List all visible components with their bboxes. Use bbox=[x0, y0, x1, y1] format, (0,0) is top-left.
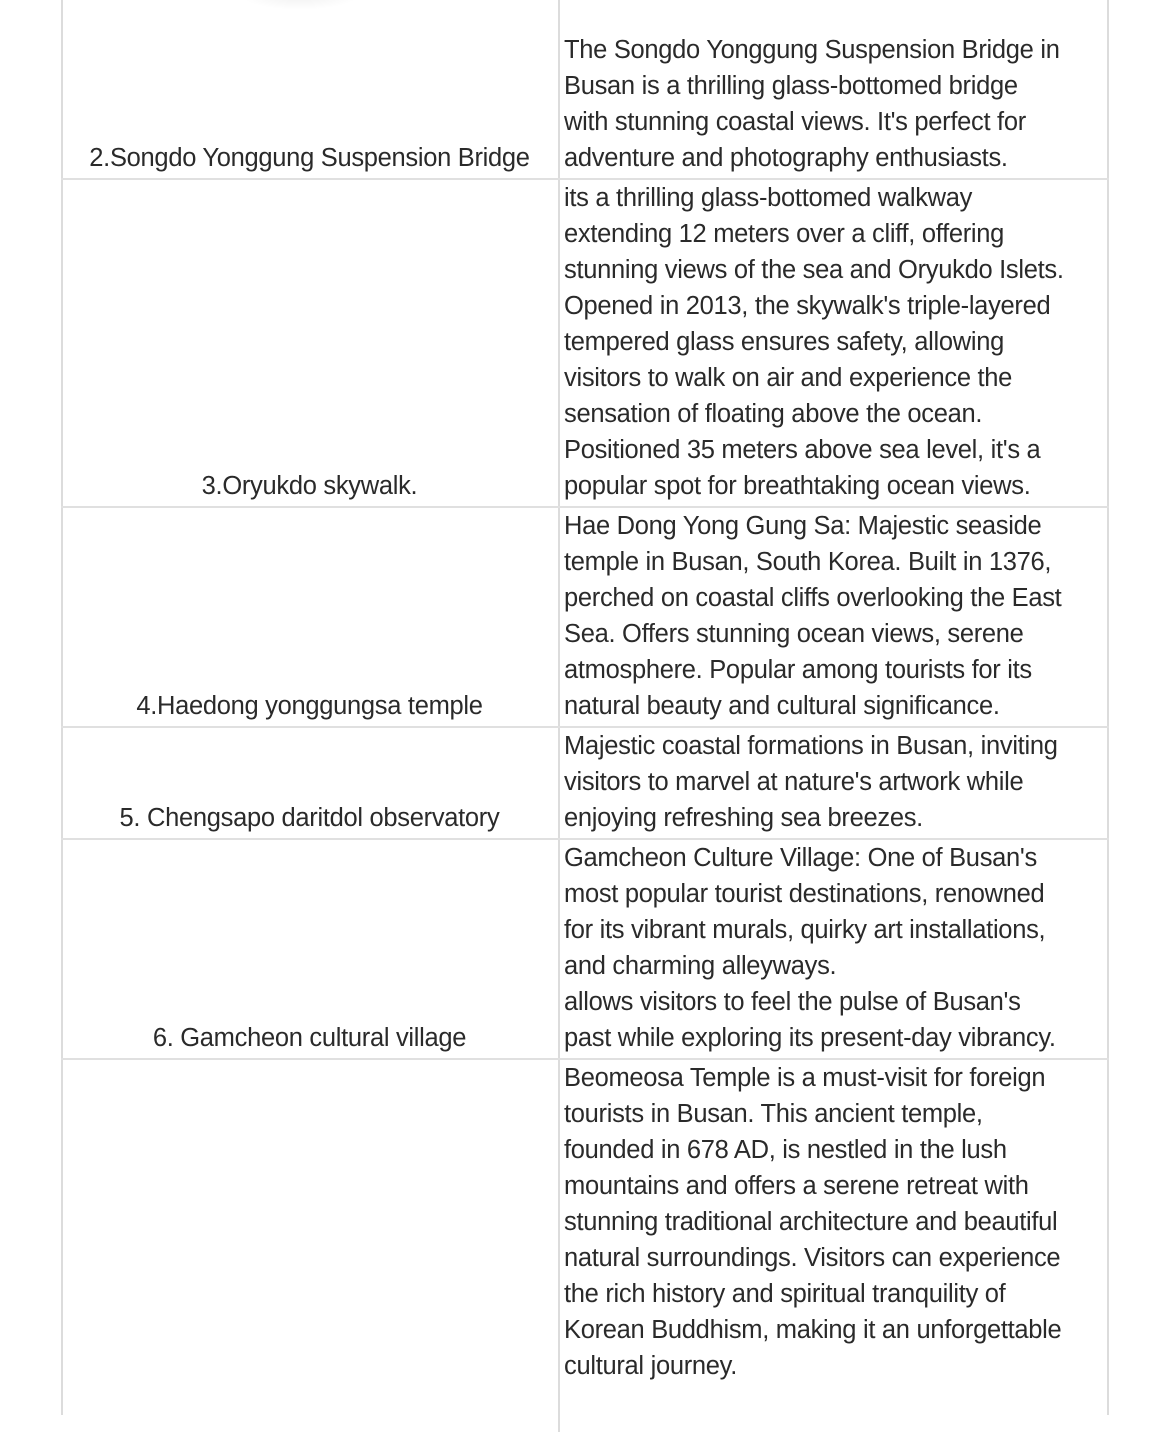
attraction-name-cell[interactable]: 2.Songdo Yonggung Suspension Bridge bbox=[61, 0, 559, 179]
table-row bbox=[61, 839, 1109, 1059]
attraction-description-cell[interactable]: Hae Dong Yong Gung Sa: Majestic seaside temple in Busan, South Korea. Built in 1376, perched on coastal cliffs overlooking the East Sea. Offers stunning ocean views, serene atmosphere. Popular among tourists for its natural beauty and cultural significance. bbox=[559, 507, 1109, 727]
attraction-description-cell[interactable]: Beomeosa Temple is a must-visit for foreign tourists in Busan. This ancient temple, founded in 678 AD, is nestled in the lush mountains and offers a serene retreat with stunning traditional architecture and beautiful natural surroundings. Visitors can experience the rich history and spiritual tranquility of Korean Buddhism, making it an unforgettable cultural journey. bbox=[564, 1064, 1062, 1380]
attraction-description-cell[interactable]: The Songdo Yonggung Suspension Bridge in Busan is a thrilling glass-bottomed bridge with stunning coastal views. It's perfect for adventure and photography enthusiasts. bbox=[559, 0, 1109, 179]
attraction-name-cell[interactable]: 3.Oryukdo skywalk. bbox=[61, 179, 559, 507]
table-row bbox=[61, 1059, 1109, 1432]
attraction-name-cell[interactable] bbox=[61, 1059, 559, 1432]
attraction-description-cell[interactable]: Majestic coastal formations in Busan, inviting visitors to marvel at nature's artwork while enjoying refreshing sea breezes. bbox=[559, 727, 1109, 839]
table-row bbox=[61, 179, 1109, 507]
attraction-description-cell[interactable]: its a thrilling glass-bottomed walkway extending 12 meters over a cliff, offering stunning views of the sea and Oryukdo Islets. Opened in 2013, the skywalk's triple-layered tempered glass ensures safety, allowing visitors to walk on air and experience the sensation of floating above the ocean. Positioned 35 meters above sea level, it's a popular spot for breathtaking ocean views. bbox=[559, 179, 1109, 507]
table-row bbox=[61, 0, 1109, 179]
table-row bbox=[61, 507, 1109, 727]
attraction-name-cell[interactable]: 4.Haedong yonggungsa temple bbox=[61, 507, 559, 727]
attraction-description-cell[interactable]: Gamcheon Culture Village: One of Busan's most popular tourist destinations, renowned for its vibrant murals, quirky art installations, and charming alleyways. allows visitors to feel the pulse of Busan's past while exploring its present-day vibrancy. bbox=[559, 839, 1109, 1059]
attraction-name-cell[interactable]: 6. Gamcheon cultural village bbox=[61, 839, 559, 1059]
table-row bbox=[61, 727, 1109, 839]
attractions-table bbox=[61, 0, 1109, 1432]
attraction-name-cell[interactable]: 5. Chengsapo daritdol observatory bbox=[61, 727, 559, 839]
